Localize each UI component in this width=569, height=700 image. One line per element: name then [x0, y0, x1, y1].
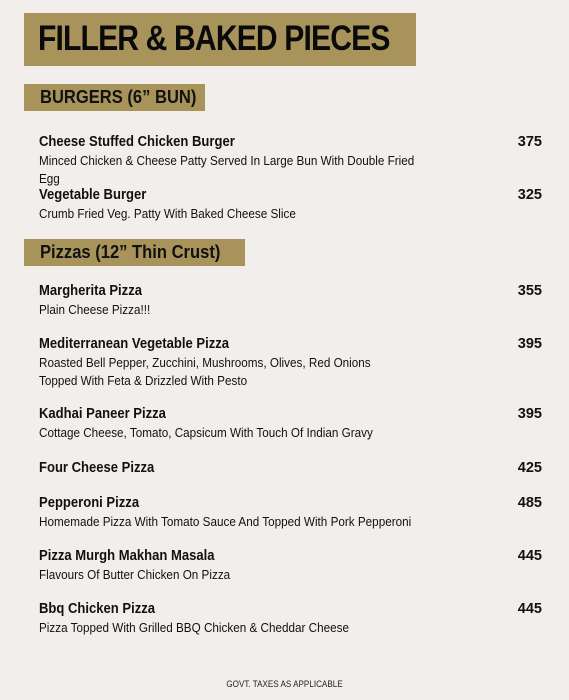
item-description: Crumb Fried Veg. Patty With Baked Cheese Slice	[39, 206, 296, 221]
menu-item	[39, 336, 542, 390]
item-price: 325	[517, 187, 542, 203]
item-description: Roasted Bell Pepper, Zucchini, Mushrooms, Olives, Red Onions Topped With Feta & Drizzled With Pesto	[39, 355, 371, 388]
menu-item	[39, 283, 542, 319]
item-name: Mediterranean Vegetable Pizza	[39, 336, 230, 352]
section-heading-burgers: BURGERS (6” BUN)	[40, 87, 197, 107]
item-price: 425	[517, 460, 542, 476]
item-description: Cottage Cheese, Tomato, Capsicum With Touch Of Indian Gravy	[39, 425, 373, 440]
footer-note: GOVT. TAXES AS APPLICABLE	[226, 679, 343, 689]
menu-item	[39, 495, 542, 531]
item-price: 395	[517, 336, 542, 352]
item-price: 395	[517, 406, 542, 422]
item-price: 445	[517, 548, 542, 564]
item-name: Four Cheese Pizza	[39, 460, 155, 476]
menu-item	[39, 134, 542, 188]
item-name: Margherita Pizza	[39, 283, 142, 299]
item-price: 445	[517, 601, 542, 617]
section-heading-pizzas: Pizzas (12” Thin Crust)	[40, 242, 221, 262]
item-description: Minced Chicken & Cheese Patty Served In Large Bun With Double Fried Egg	[39, 153, 415, 186]
item-price: 485	[517, 495, 542, 511]
item-description: Plain Cheese Pizza!!!	[39, 302, 151, 317]
menu-item	[39, 187, 542, 223]
item-name: Pizza Murgh Makhan Masala	[39, 548, 215, 564]
item-description: Homemade Pizza With Tomato Sauce And Topped With Pork Pepperoni	[39, 514, 412, 529]
item-description: Pizza Topped With Grilled BBQ Chicken & Cheddar Cheese	[39, 620, 349, 635]
item-name: Pepperoni Pizza	[39, 495, 140, 511]
item-name: Cheese Stuffed Chicken Burger	[39, 134, 235, 150]
item-name: Kadhai Paneer Pizza	[39, 406, 166, 422]
menu-item	[39, 406, 542, 442]
item-price: 355	[517, 283, 542, 299]
menu-item	[39, 548, 542, 584]
item-price: 375	[517, 134, 542, 150]
menu-item	[39, 460, 542, 476]
item-name: Vegetable Burger	[39, 187, 147, 203]
menu-item	[39, 601, 542, 637]
item-description: Flavours Of Butter Chicken On Pizza	[39, 567, 231, 582]
page-title: FILLER & BAKED PIECES	[38, 19, 390, 58]
item-name: Bbq Chicken Pizza	[39, 601, 156, 617]
